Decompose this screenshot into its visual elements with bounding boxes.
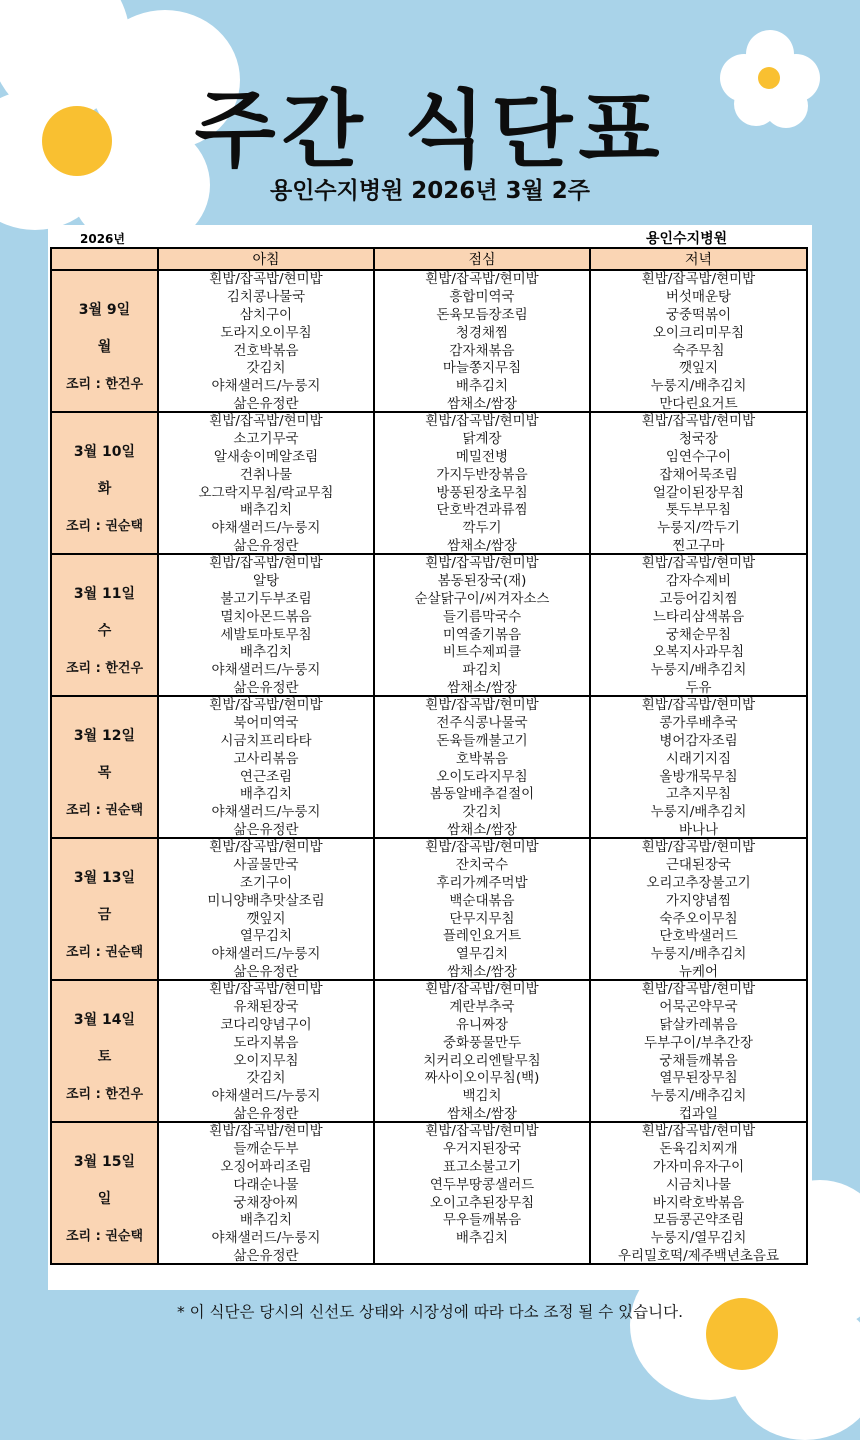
menu-item: 우리밀호떡/제주백년초음료 [617,1248,780,1263]
menu-item: 두유 [685,680,712,695]
lunch-cell [374,412,590,554]
menu-item: 흰밥/잡곡밥/현미밥 [641,697,756,713]
menu-item: 가지양념찜 [665,892,732,909]
dinner-cell [590,270,807,412]
menu-item: 오이고추된장무침 [429,1194,535,1211]
header-breakfast: 아침 [158,248,374,270]
dinner-cell [590,838,807,980]
menu-item: 가지두반장볶음 [436,466,528,483]
menu-item: 누룽지/깍두기 [657,520,740,537]
menu-item: 흰밥/잡곡밥/현미밥 [641,981,756,997]
menu-item: 건호박볶음 [233,342,299,359]
menu-item: 단무지무침 [449,910,515,927]
menu-item: 오이크리미무침 [652,324,745,341]
lunch-cell [374,554,590,696]
table-header-row [51,248,807,270]
menu-item: 고추지무침 [665,786,732,803]
menu-item: 갓김치 [246,360,286,377]
menu-item: 마늘쫑지무침 [442,360,522,377]
lunch-cell [374,1122,590,1264]
page-subtitle: 용인수지병원 2026년 3월 2주 [269,178,590,204]
table-row [51,980,807,1122]
menu-item: 흰밥/잡곡밥/현미밥 [425,697,539,713]
menu-item: 연두부땅콩샐러드 [429,1176,535,1193]
menu-item: 시금치나물 [665,1176,732,1193]
day-date: 3월 15일 [73,1154,136,1170]
day-date: 3월 12일 [73,728,136,744]
day-weekday: 금 [97,907,112,923]
menu-item: 야채샐러드/누룽지 [211,1088,321,1105]
menu-item: 비트수제피클 [442,644,522,661]
menu-item: 감자채볶음 [449,342,515,359]
day-date: 3월 9일 [78,302,131,318]
menu-item: 배추김치 [455,378,509,395]
day-cell [51,696,158,838]
menu-item: 깻잎지 [246,910,286,927]
menu-item: 다래순나물 [233,1176,299,1193]
header-corner [51,248,158,270]
menu-item: 야채샐러드/누룽지 [211,804,321,821]
menu-item: 알탕 [252,572,280,589]
day-date: 3월 13일 [73,870,136,886]
menu-item: 삶은유정란 [233,1106,299,1121]
menu-item: 알새송이메알조림 [213,448,319,465]
menu-item: 누룽지/배추김치 [650,662,747,679]
menu-item: 삶은유정란 [233,822,299,837]
day-cook: 조리 : 권순택 [65,803,144,818]
menu-item: 삶은유정란 [233,964,299,979]
menu-item: 봄동된장국(재) [437,572,527,589]
menu-item: 삶은유정란 [233,538,299,553]
lunch-cell [374,270,590,412]
menu-item: 연근조림 [239,768,293,785]
table-row [51,696,807,838]
day-cook: 조리 : 권순택 [65,519,144,534]
dinner-cell [590,1122,807,1264]
menu-item: 유니짜장 [455,1016,509,1033]
menu-item: 깍두기 [462,520,502,537]
menu-item: 뉴케어 [678,964,719,979]
menu-item: 고등어김치찜 [659,590,738,607]
menu-item: 단호박샐러드 [659,928,738,945]
day-cell [51,838,158,980]
menu-item: 배추김치 [239,1212,293,1229]
menu-item: 흰밥/잡곡밥/현미밥 [425,271,539,287]
lunch-cell [374,838,590,980]
menu-item: 흰밥/잡곡밥/현미밥 [425,1123,539,1139]
lunch-cell [374,980,590,1122]
menu-item: 바나나 [678,822,719,837]
menu-item: 쌈채소/쌈장 [447,538,517,553]
menu-item: 흰밥/잡곡밥/현미밥 [209,1123,323,1139]
menu-item: 가자미유자구이 [652,1158,745,1175]
menu-item: 메밀전병 [455,448,509,465]
menu-item: 오이지무침 [233,1052,299,1069]
menu-item: 흰밥/잡곡밥/현미밥 [209,413,323,429]
menu-item: 흰밥/잡곡밥/현미밥 [209,555,323,571]
menu-item: 누룽지/배추김치 [650,946,747,963]
menu-item: 미역줄기볶음 [442,626,522,643]
menu-item: 백순대볶음 [449,892,515,909]
menu-item: 후리가께주먹밥 [436,874,528,891]
menu-item: 배추김치 [239,786,293,803]
menu-item: 코다리양념구이 [220,1016,312,1033]
table-row [51,838,807,980]
menu-item: 열무김치 [239,928,293,945]
menu-item: 들기름막국수 [442,608,522,625]
weekly-menu-table [50,247,808,1265]
menu-item: 무우들깨볶음 [442,1212,522,1229]
day-weekday: 일 [97,1191,112,1207]
menu-item: 갓김치 [462,804,502,821]
day-weekday: 목 [97,765,112,781]
menu-item: 임연수구이 [665,448,732,465]
menu-item: 누룽지/열무김치 [650,1230,747,1247]
menu-item: 오징어꽈리조림 [220,1158,312,1175]
menu-item: 소고기무국 [233,430,299,447]
menu-item: 누룽지/배추김치 [650,804,747,821]
menu-item: 야채샐러드/누룽지 [211,1230,321,1247]
menu-item: 돈육김치찌개 [659,1140,738,1157]
day-date: 3월 10일 [73,444,136,460]
menu-item: 야채샐러드/누룽지 [211,520,321,537]
day-date: 3월 14일 [73,1012,136,1028]
day-cook: 조리 : 한건우 [65,661,144,676]
menu-item: 누룽지/배추김치 [650,378,747,395]
breakfast-cell [158,554,374,696]
menu-item: 불고기두부조림 [220,590,312,607]
menu-item: 청국장 [678,430,719,447]
menu-item: 모듬콩곤약조림 [652,1212,745,1229]
menu-item: 잔치국수 [455,856,509,873]
dinner-cell [590,554,807,696]
table-row [51,412,807,554]
day-weekday: 월 [97,339,112,355]
menu-item: 흰밥/잡곡밥/현미밥 [425,413,539,429]
menu-item: 닭살카레볶음 [659,1016,738,1033]
menu-item: 근대된장국 [665,856,732,873]
dinner-cell [590,412,807,554]
menu-item: 쌈채소/쌈장 [447,964,517,979]
menu-item: 흰밥/잡곡밥/현미밥 [641,839,756,855]
menu-item: 북어미역국 [233,714,299,731]
menu-item: 세발토마토무침 [220,626,312,643]
menu-item: 사골물만국 [233,856,299,873]
menu-item: 조기구이 [239,874,293,891]
table-row [51,1122,807,1264]
table-row [51,270,807,412]
menu-item: 봄동알배추겉절이 [429,786,535,803]
menu-item [375,1248,589,1263]
menu-item: 흰밥/잡곡밥/현미밥 [641,271,756,287]
table-body [51,270,807,1264]
menu-item: 쌈채소/쌈장 [447,680,517,695]
menu-item: 얼갈이된장무침 [652,484,745,501]
menu-item: 갓김치 [246,1070,286,1087]
menu-item: 찐고구마 [672,538,725,553]
menu-item: 백김치 [462,1088,502,1105]
menu-item: 우거지된장국 [442,1140,522,1157]
menu-item: 돈육모듬장조림 [436,306,528,323]
day-cook: 조리 : 한건우 [65,377,144,392]
menu-item: 흰밥/잡곡밥/현미밥 [425,555,539,571]
menu-item: 열무된장무침 [659,1070,738,1087]
dinner-cell [590,696,807,838]
menu-item: 열무김치 [455,946,509,963]
breakfast-cell [158,412,374,554]
menu-item: 숙주무침 [672,342,725,359]
menu-item: 삶은유정란 [233,396,299,411]
breakfast-cell [158,980,374,1122]
menu-item: 삶은유정란 [233,680,299,695]
menu-item: 궁채순무침 [665,626,732,643]
footer-note: * 이 식단은 당시의 신선도 상태와 시장성에 따라 다소 조정 될 수 있습니다. [176,1303,684,1321]
day-cell [51,270,158,412]
menu-item: 건취나물 [239,466,293,483]
dinner-cell [590,980,807,1122]
menu-item: 버섯매운탕 [665,288,732,305]
menu-item: 중화풍물만두 [442,1034,522,1051]
menu-item: 느타리삼색볶음 [652,608,745,625]
menu-item: 멸치아몬드볶음 [220,608,312,625]
menu-item: 쌈채소/쌈장 [447,822,517,837]
menu-item: 배추김치 [455,1230,509,1247]
menu-item: 플레인요거트 [442,928,522,945]
menu-item: 흰밥/잡곡밥/현미밥 [425,981,539,997]
lunch-cell [374,696,590,838]
breakfast-cell [158,696,374,838]
menu-item: 쌈채소/쌈장 [447,396,517,411]
day-cell [51,554,158,696]
menu-item: 흰밥/잡곡밥/현미밥 [641,555,756,571]
menu-item: 오그락지무침/락교무침 [198,484,334,501]
menu-item: 유채된장국 [233,998,299,1015]
day-cook: 조리 : 권순택 [65,1229,144,1244]
menu-item: 흰밥/잡곡밥/현미밥 [209,697,323,713]
day-weekday: 화 [97,481,112,497]
menu-item: 궁채들깨볶음 [659,1052,738,1069]
menu-item: 흰밥/잡곡밥/현미밥 [209,981,323,997]
menu-item: 오리고추장불고기 [646,874,751,891]
menu-item: 어묵곤약무국 [659,998,738,1015]
sheet-hospital-name: 용인수지병원 [646,231,728,247]
menu-item: 궁중떡볶이 [665,306,732,323]
menu-item: 컵과일 [678,1106,719,1121]
menu-item: 순살닭구이/씨겨자소스 [414,590,550,607]
menu-item: 닭계장 [462,430,502,447]
menu-item: 미니양배추맛살조림 [207,892,325,909]
menu-item: 흥합미역국 [449,288,515,305]
menu-item: 흰밥/잡곡밥/현미밥 [209,839,323,855]
menu-item: 도라지오이무침 [220,324,312,341]
breakfast-cell [158,1122,374,1264]
menu-item: 쌈채소/쌈장 [447,1106,517,1121]
menu-item: 전주식콩나물국 [436,714,528,731]
menu-item: 시금치프리타타 [220,732,312,749]
menu-item: 배추김치 [239,502,293,519]
menu-item: 삼치구이 [239,306,293,323]
menu-item: 짜사이오이무침(백) [424,1070,540,1087]
menu-item: 방풍된장초무침 [436,484,528,501]
menu-item: 배추김치 [239,644,293,661]
menu-item: 올방개묵무침 [659,768,738,785]
header-lunch: 점심 [374,248,590,270]
breakfast-cell [158,270,374,412]
sheet-year: 2026년 [80,232,125,246]
menu-item: 계란부추국 [449,998,515,1015]
menu-item: 오이도라지무침 [436,768,528,785]
day-weekday: 토 [97,1049,112,1065]
menu-item: 숙주오이무침 [659,910,738,927]
menu-item: 병어감자조림 [659,732,738,749]
day-weekday: 수 [97,623,112,639]
menu-item: 흰밥/잡곡밥/현미밥 [209,271,323,287]
menu-item: 궁채장아찌 [233,1194,299,1211]
menu-sheet [48,225,812,1290]
page-title: 주간 식단표 [194,81,666,179]
menu-item: 야채샐러드/누룽지 [211,378,321,395]
menu-item: 흰밥/잡곡밥/현미밥 [641,1123,756,1139]
header-dinner: 저녁 [590,248,807,270]
menu-item: 삶은유정란 [233,1248,299,1263]
menu-item: 돈육들깨불고기 [436,732,528,749]
menu-item: 야채샐러드/누룽지 [211,662,321,679]
menu-item: 김치콩나물국 [226,288,306,305]
day-date: 3월 11일 [73,586,136,602]
menu-item: 고사리볶음 [233,750,299,767]
menu-item: 치커리오리엔탈무침 [423,1052,541,1069]
menu-item: 톳두부무침 [665,502,732,519]
menu-item: 호박볶음 [455,750,509,767]
menu-item: 흰밥/잡곡밥/현미밥 [425,839,539,855]
menu-item: 청경채찜 [455,324,509,341]
breakfast-cell [158,838,374,980]
menu-item: 들깨순두부 [233,1140,299,1157]
menu-item: 야채샐러드/누룽지 [211,946,321,963]
menu-item: 도라지볶음 [233,1034,299,1051]
menu-item: 단호박견과류찜 [436,502,528,519]
sheet-header [48,225,812,247]
menu-item: 감자수제비 [665,572,732,589]
table-row [51,554,807,696]
menu-item: 잡채어묵조림 [659,466,738,483]
day-cell [51,412,158,554]
menu-item: 만다린요거트 [659,396,738,411]
menu-item: 누룽지/배추김치 [650,1088,747,1105]
menu-item: 깻잎지 [678,360,719,377]
day-cell [51,1122,158,1264]
menu-item: 흰밥/잡곡밥/현미밥 [641,413,756,429]
menu-item: 두부구이/부추간장 [644,1034,753,1051]
day-cook: 조리 : 권순택 [65,945,144,960]
menu-item: 파김치 [462,662,502,679]
menu-item: 바지락호박볶음 [652,1194,745,1211]
menu-item: 표고소불고기 [442,1158,522,1175]
menu-item: 콩가루배추국 [659,714,738,731]
day-cook: 조리 : 한건우 [65,1087,144,1102]
menu-item: 오복지사과무침 [652,644,745,661]
menu-item: 시래기지짐 [665,750,732,767]
day-cell [51,980,158,1122]
